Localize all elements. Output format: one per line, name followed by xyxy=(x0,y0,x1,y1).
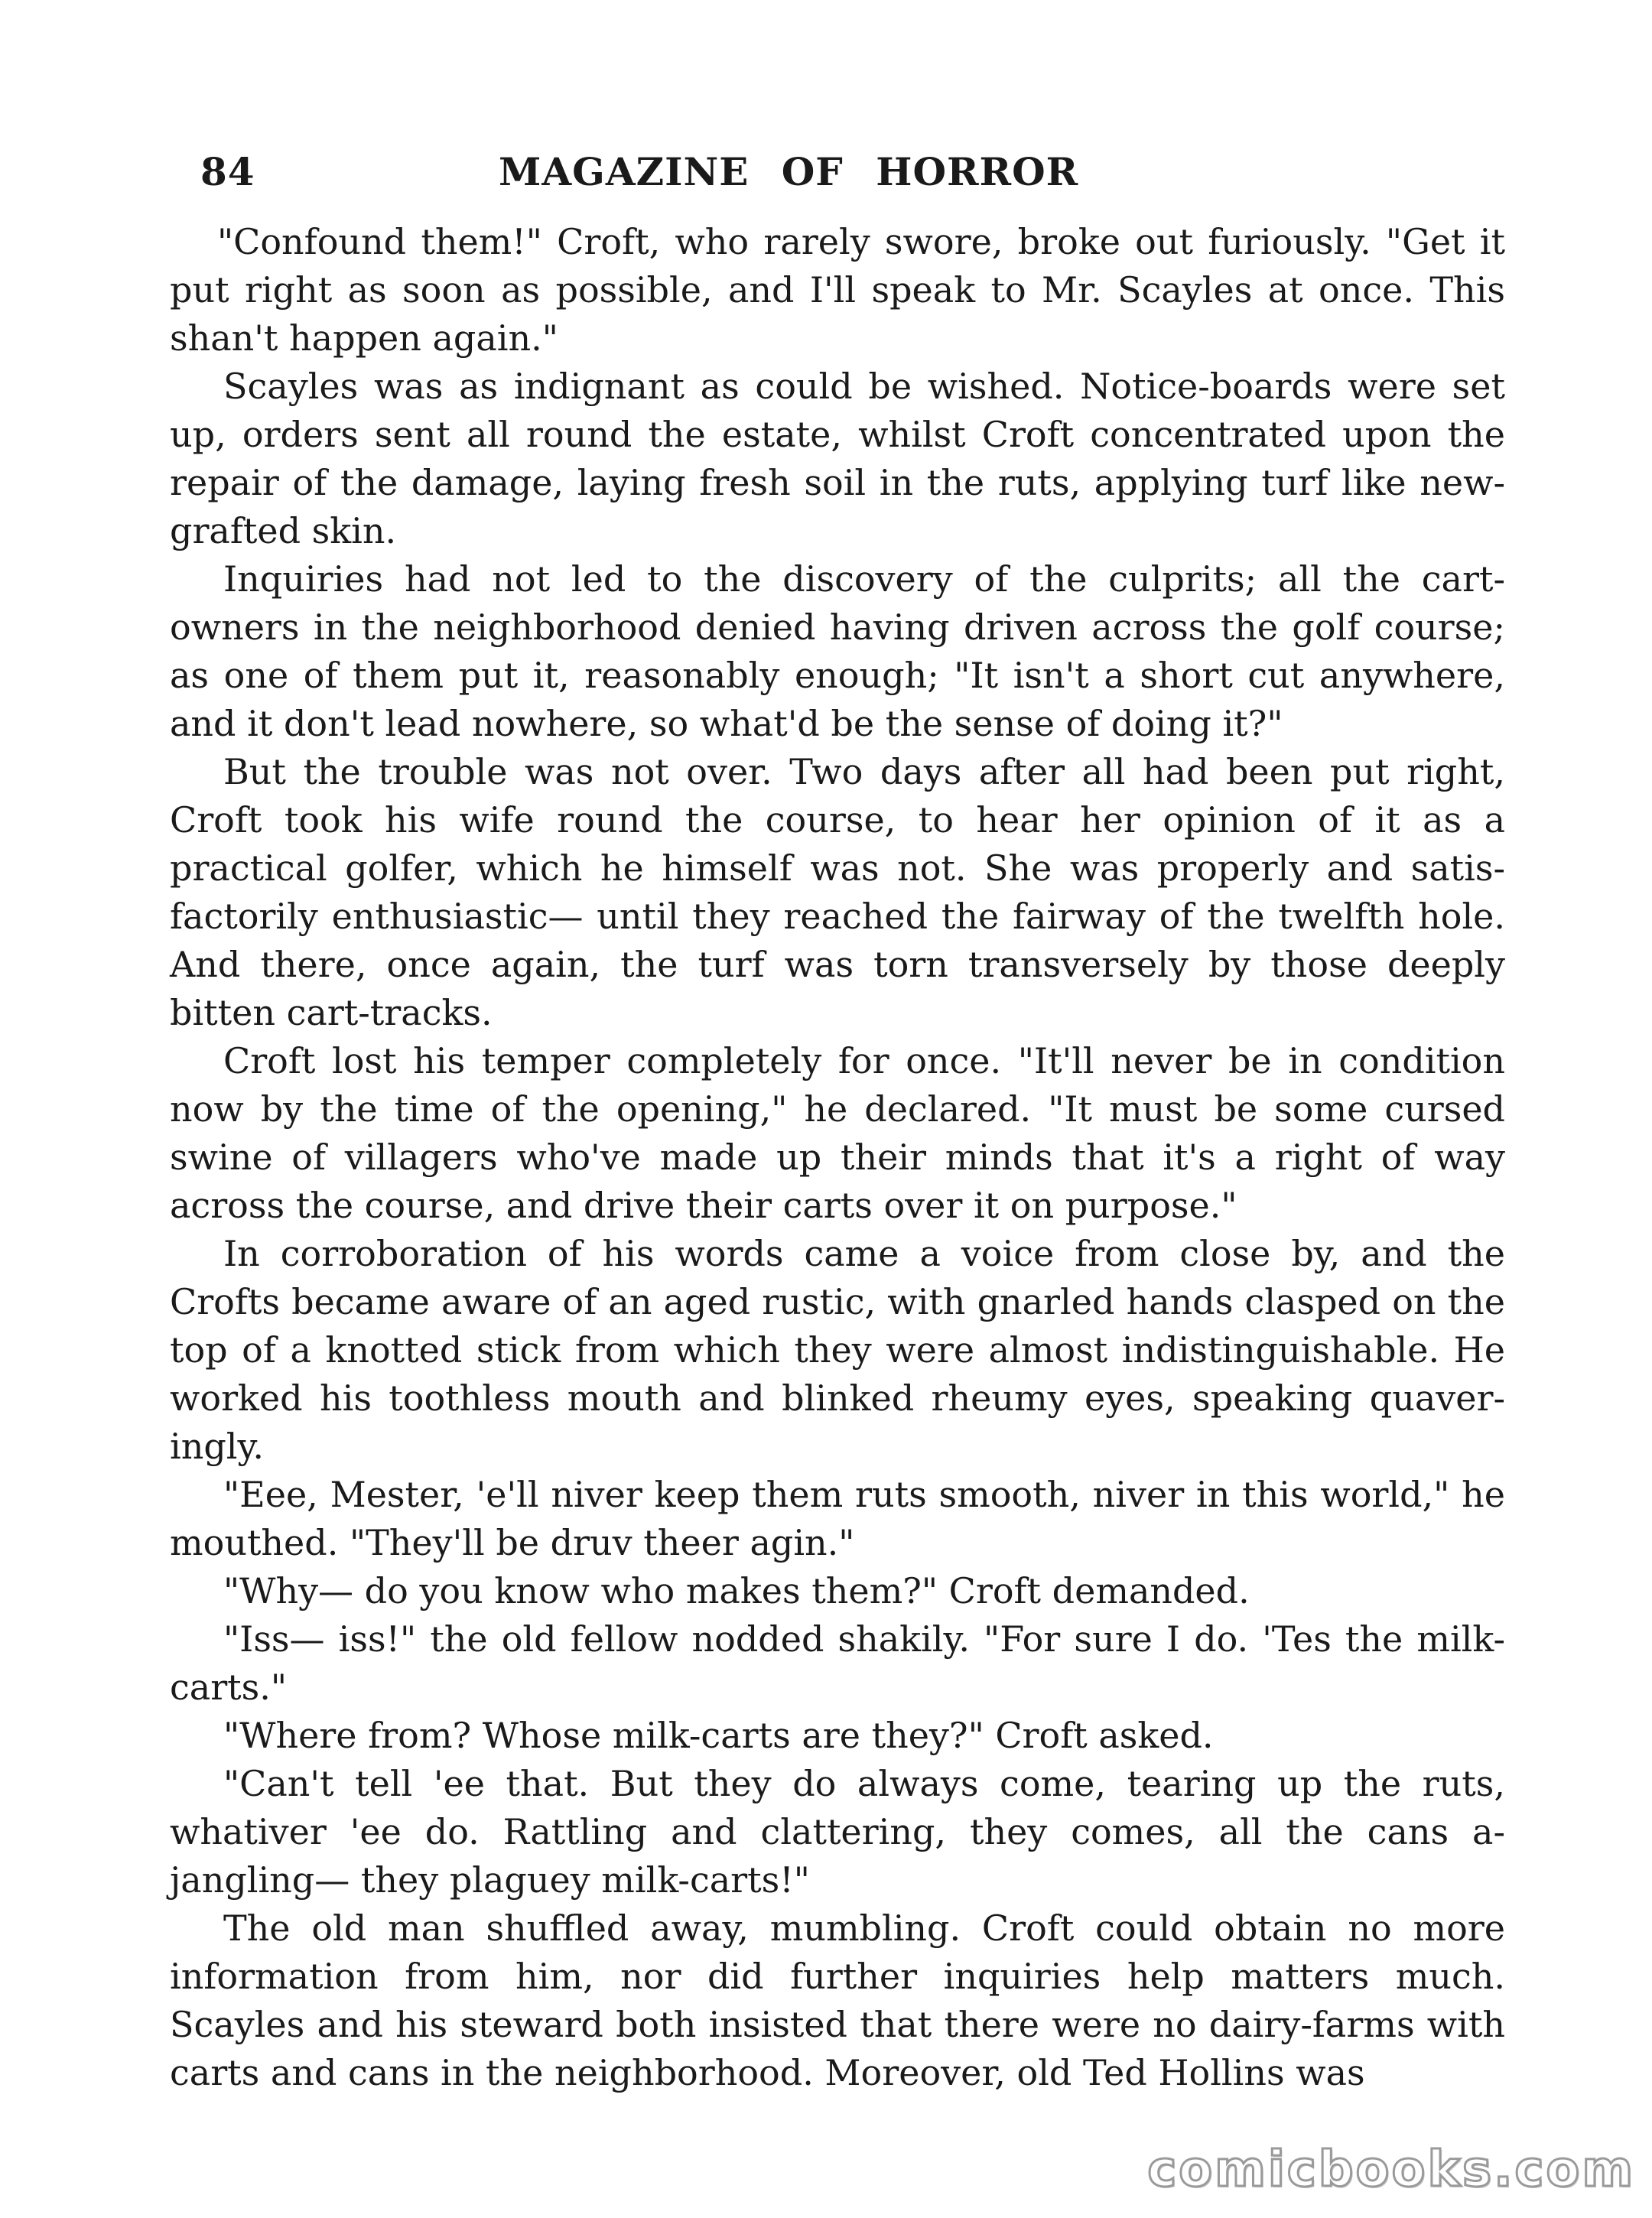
paragraph: "Why— do you know who makes them?" Croft demanded. xyxy=(223,1570,1250,1611)
paragraph: "Eee, Mester, 'e'll niver keep them ruts smooth, niver in this world," he mouthed. "They'll be druv theer agin." xyxy=(170,1474,1505,1563)
paragraph: Inquiries had not led to the discovery of the culprits; all the cart-owners in the neighborhood denied having driven across the golf course; as one of them put it, reasonably enough; "It isn't a short cut anywhere, and it don't lead nowhere, so what'd be the sense of doing it?" xyxy=(170,558,1505,744)
paragraph: Scayles was as indignant as could be wished. Notice-boards were set up, orders sent all round the estate, whilst Croft concentrated upon the repair of the damage, laying fresh soil in the ruts, applying turf like new-grafted skin. xyxy=(170,366,1505,551)
paragraph: "Where from? Whose milk-carts are they?" Croft asked. xyxy=(223,1715,1214,1756)
magazine-title: MAGAZINE OF HORROR xyxy=(499,149,1079,194)
paragraph: "Confound them!" Croft, who rarely swore, broke out furiously. "Get it put right as soon as possible, and I'll speak to Mr. Scayles at once. This shan't happen again." xyxy=(170,221,1505,359)
story-body xyxy=(170,218,1505,2097)
paragraph: Croft lost his temper completely for once. "It'll never be in condition now by the time of the opening," he declared. "It must be some cursed swine of villagers who've made up their minds that it's a right of way across the course, and drive their carts over it on purpose." xyxy=(170,1040,1505,1226)
paragraph: The old man shuffled away, mumbling. Croft could obtain no more information from him, nor did further inquiries help matters much. Scayles and his steward both insisted that there were no dairy-farms with carts and cans in the neighborhood. Moreover, old Ted Hollins was xyxy=(170,1907,1505,2093)
paragraph: "Iss— iss!" the old fellow nodded shakily. "For sure I do. 'Tes the milk-carts." xyxy=(170,1618,1505,1708)
running-header xyxy=(200,149,1501,195)
site-watermark: comicbooks.com xyxy=(1147,2142,1635,2198)
paragraph: "Can't tell 'ee that. But they do always come, tearing up the ruts, whativer 'ee do. Rattling and clattering, they comes, all the cans a-jangling— they plaguey milk-carts!" xyxy=(170,1763,1505,1901)
paragraph: But the trouble was not over. Two days after all had been put right, Croft took his wife round the course, to hear her opinion of it as a practical golfer, which he himself was not. She was properly and satis-factorily enthusiastic— until they reached the fairway of the twelfth hole. And there, once again, the turf was torn transversely by those deeply bitten cart-tracks. xyxy=(170,751,1505,1033)
paragraph: In corroboration of his words came a voice from close by, and the Crofts became aware of an aged rustic, with gnarled hands clasped on the top of a knotted stick from which they were almost indistinguishable. He worked his toothless mouth and blinked rheumy eyes, speaking quaver-ingly. xyxy=(170,1233,1505,1467)
page-number: 84 xyxy=(200,149,255,194)
